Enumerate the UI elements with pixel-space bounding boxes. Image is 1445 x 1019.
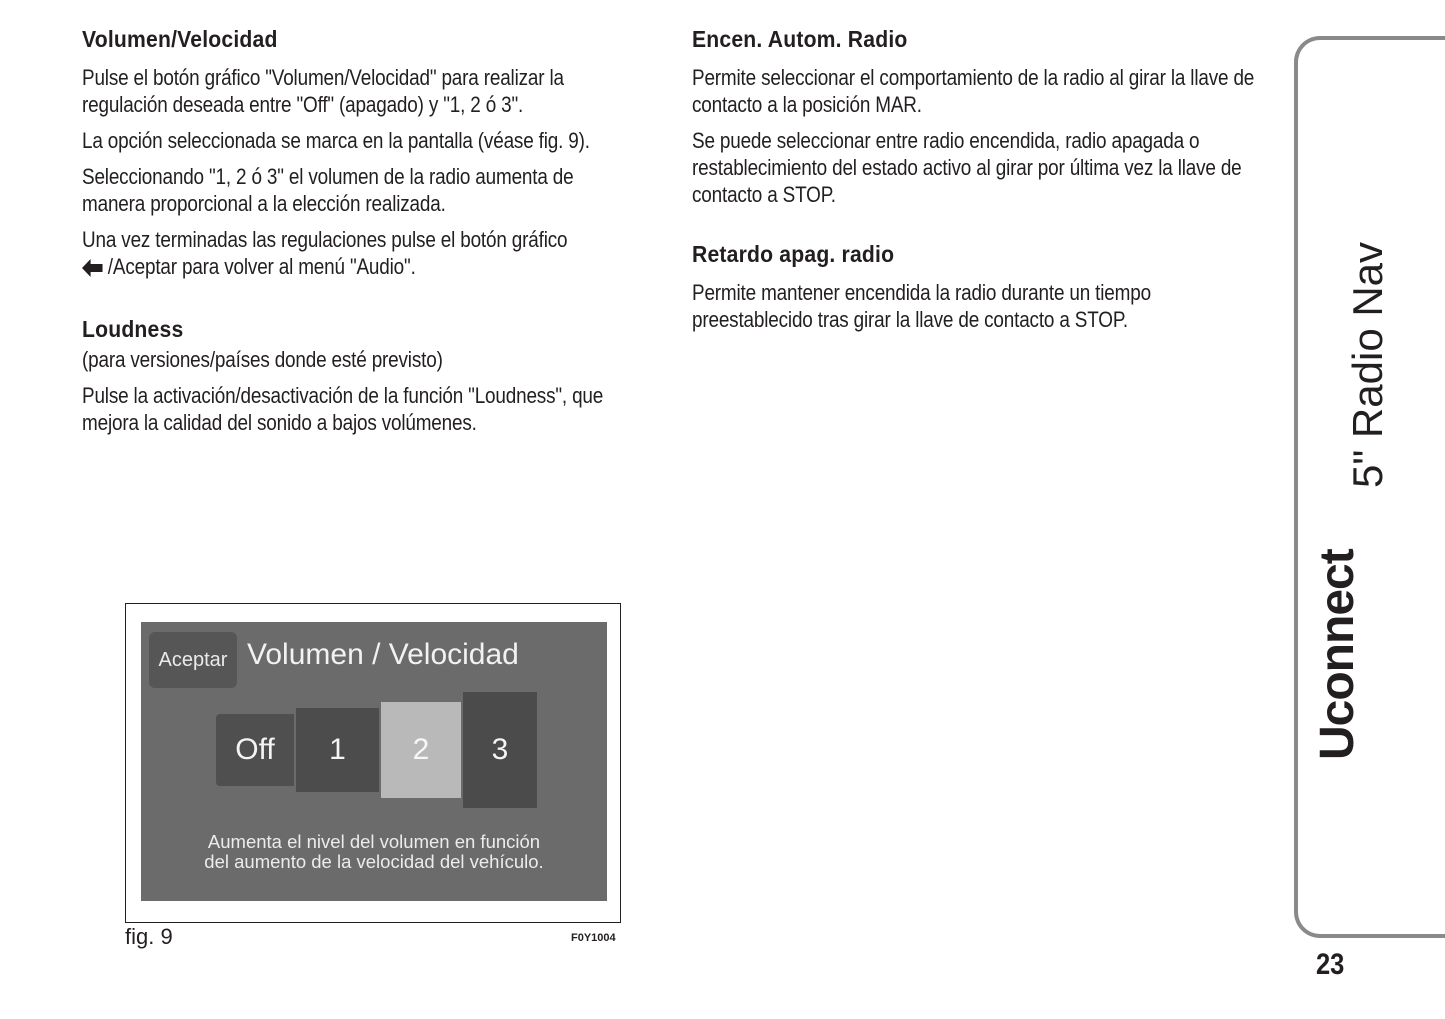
section-subtitle: (para versiones/países donde esté previsto) xyxy=(82,347,443,372)
section-heading-loudness: Loudness xyxy=(82,316,184,342)
screen-title: Volumen / Velocidad xyxy=(247,638,519,671)
radio-screen xyxy=(141,622,607,901)
section-heading-encendido: Encen. Autom. Radio xyxy=(692,26,908,52)
page-number: 23 xyxy=(1316,948,1345,981)
option-2-button-selected[interactable]: 2 xyxy=(381,702,461,798)
paragraph: Se puede seleccionar entre radio encendida, radio apagada o restablecimiento del estado activo al girar por última vez la llave de contacto a STOP. xyxy=(692,128,1242,207)
description-line: Aumenta el nivel del volumen en función xyxy=(207,831,541,852)
accept-button[interactable]: Aceptar xyxy=(149,632,237,688)
paragraph: Permite seleccionar el comportamiento de la radio al girar la llave de contacto a la posición MAR. xyxy=(692,65,1255,117)
chapter-title: 5" Radio Nav xyxy=(1344,241,1391,488)
paragraph: La opción seleccionada se marca en la pantalla (véase fig. 9). xyxy=(82,128,590,153)
figure-frame xyxy=(125,603,621,923)
right-column xyxy=(692,24,1277,342)
option-1-button[interactable]: 1 xyxy=(296,708,379,792)
left-column xyxy=(82,24,642,445)
section-heading-retardo: Retardo apag. radio xyxy=(692,241,895,267)
paragraph-accept-instruction xyxy=(82,226,641,283)
paragraph: Pulse la activación/desactivación de la función "Loudness", que mejora la calidad del sonido a bajos volúmenes. xyxy=(82,383,604,435)
paragraph-text: /Aceptar para volver al menú "Audio". xyxy=(107,254,416,279)
paragraph: Permite mantener encendida la radio durante un tiempo preestablecido tras girar la llave de contacto a STOP. xyxy=(692,280,1151,332)
option-off-button[interactable]: Off xyxy=(216,714,294,786)
paragraph: Pulse el botón gráfico "Volumen/Velocidad" para realizar la regulación deseada entre "Off" (apagado) y "1, 2 ó 3". xyxy=(82,65,564,117)
figure-label: fig. 9 xyxy=(125,924,173,949)
description-line: del aumento de la velocidad del vehículo. xyxy=(204,851,544,872)
uconnect-logo: Uconnect xyxy=(1311,549,1364,760)
paragraph-text: Una vez terminadas las regulaciones pulse el botón gráfico xyxy=(82,227,568,252)
option-3-button[interactable]: 3 xyxy=(463,692,537,808)
section-heading-volumen: Volumen/Velocidad xyxy=(82,26,278,52)
paragraph: Seleccionando "1, 2 ó 3" el volumen de la radio aumenta de manera proporcional a la elección realizada. xyxy=(82,164,574,216)
back-arrow-icon xyxy=(82,256,103,283)
screen-description xyxy=(141,832,607,872)
figure-code: F0Y1004 xyxy=(571,932,616,944)
